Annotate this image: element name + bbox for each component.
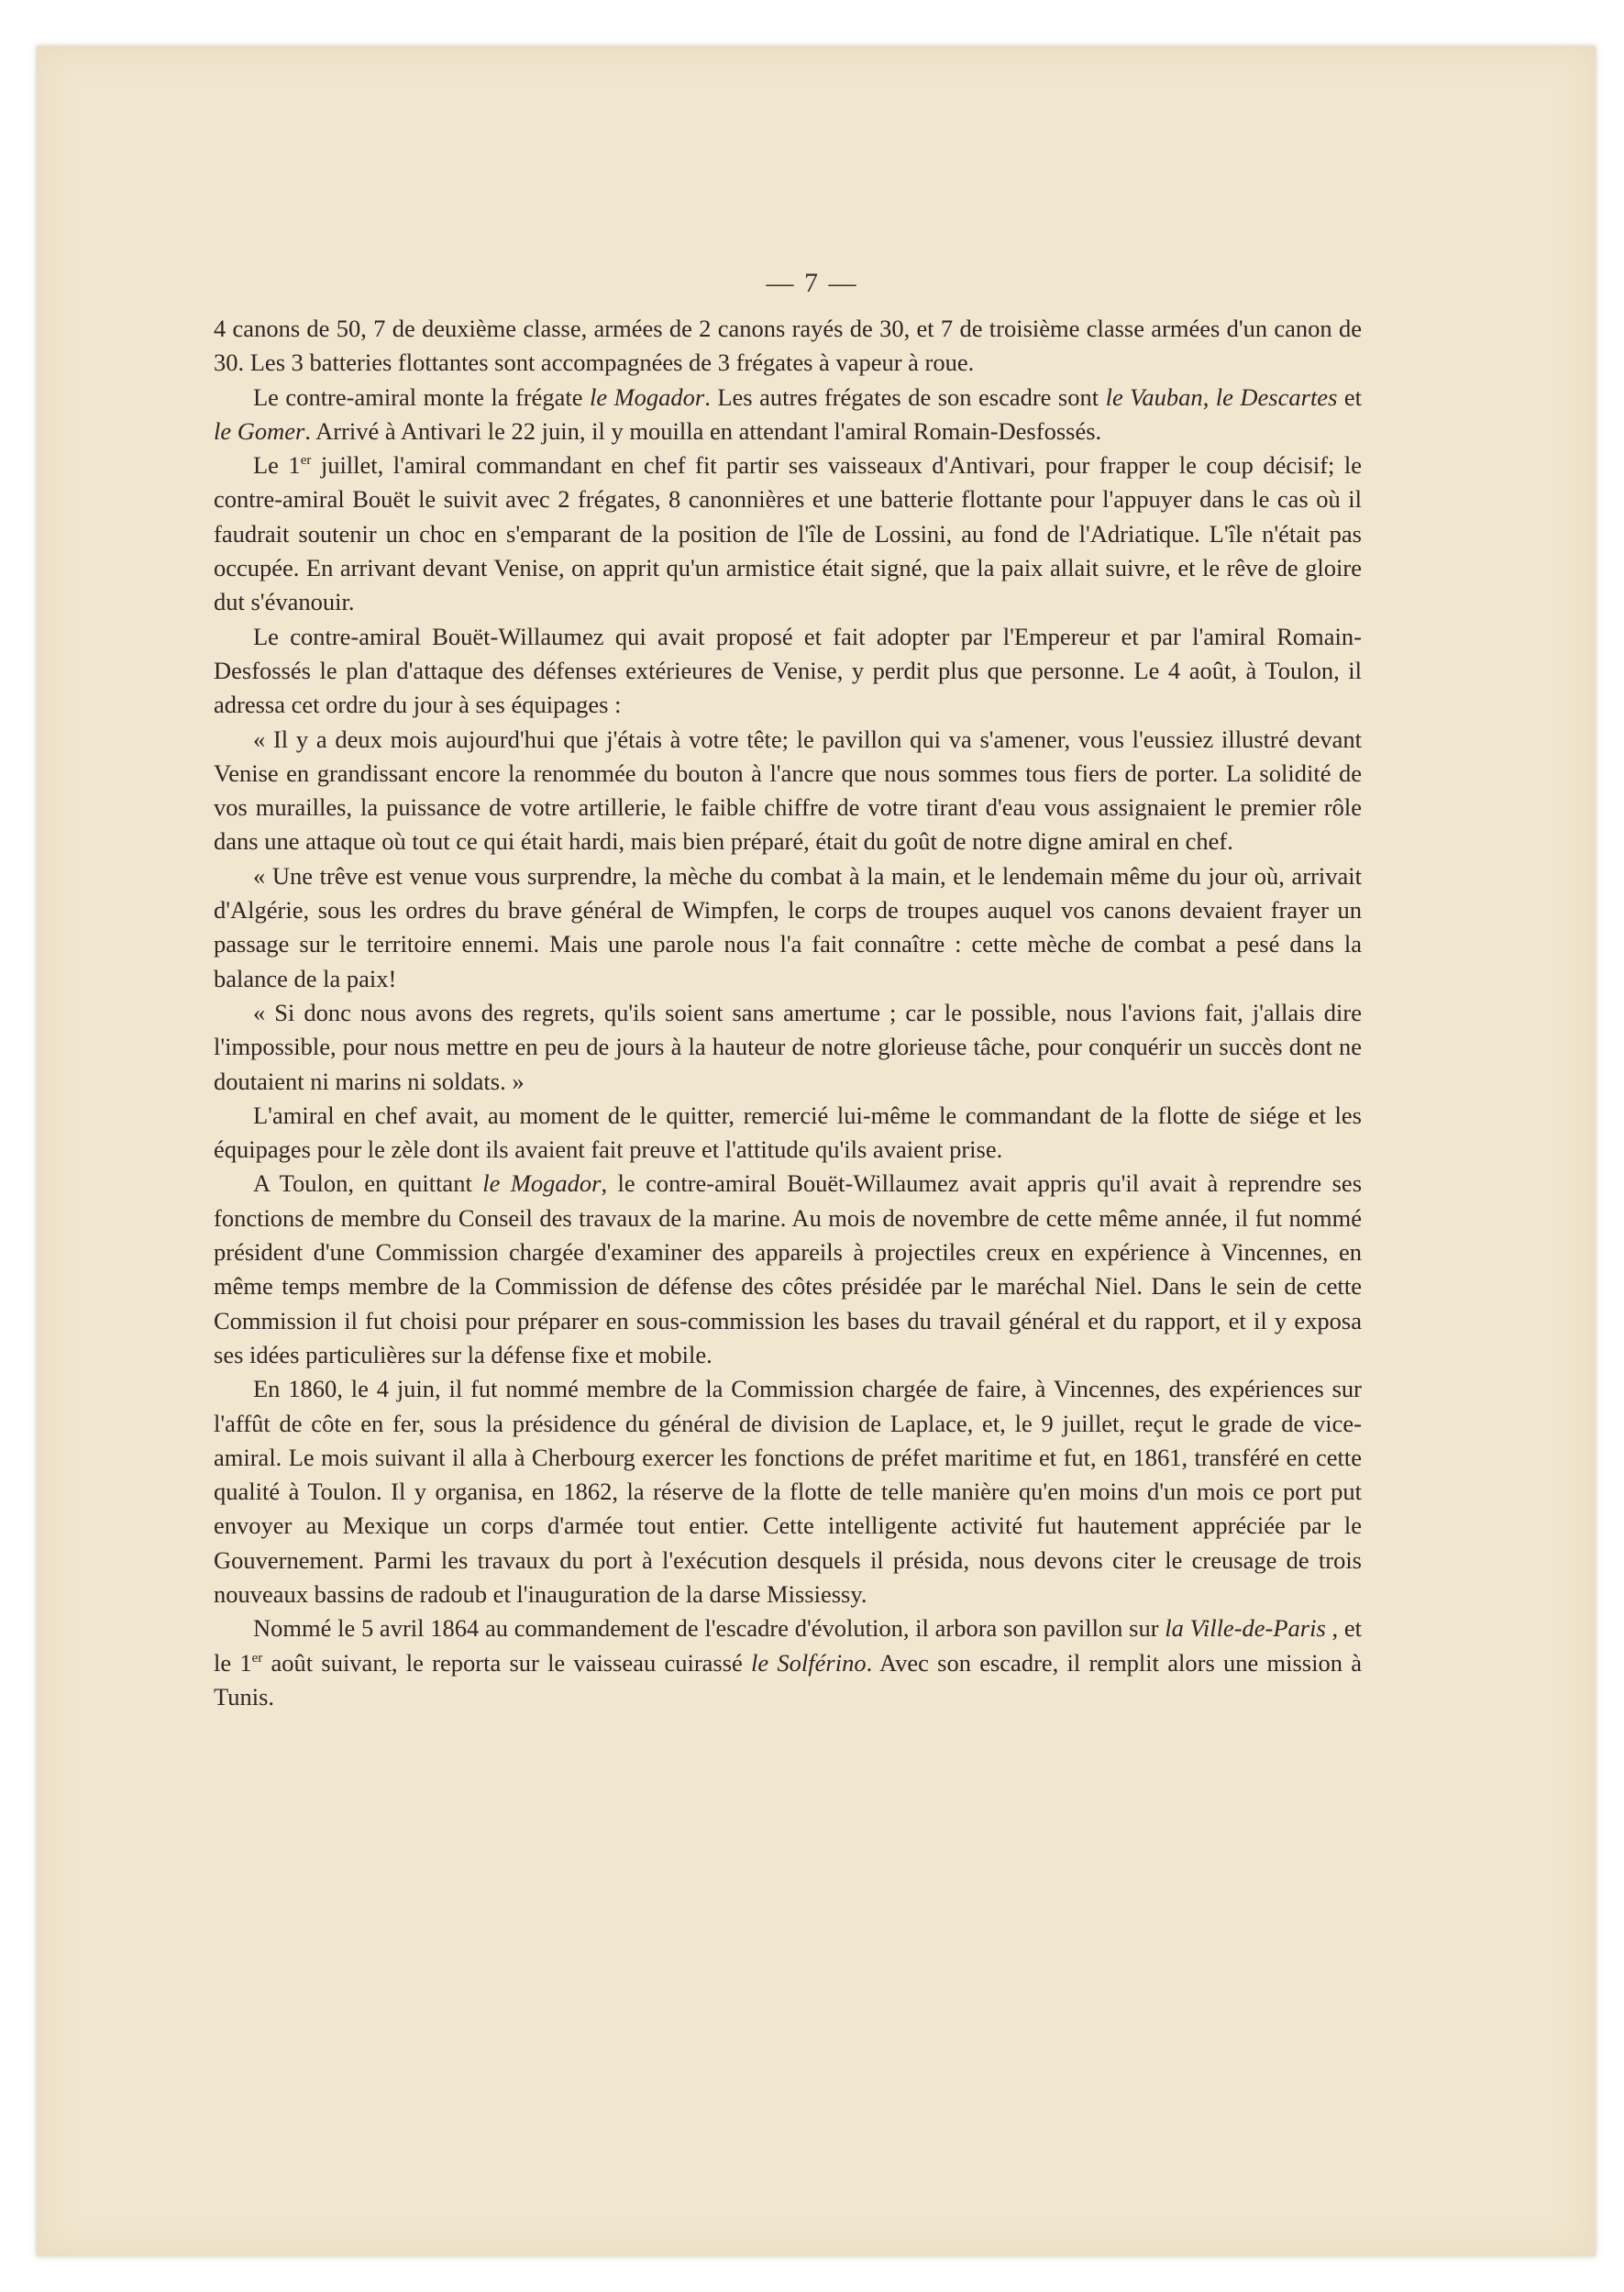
text-run: Le contre-amiral Bouët-Willaumez qui avait proposé et fait adopter par l'Empereur et par l'amiral Romain-Desfossés le plan d'attaque des défenses extérieures de Venise, y perdit plus que personne. Le 4 août, à Toulon, il adressa cet ordre du jour à ses équipages : bbox=[214, 622, 1362, 719]
text-run: Le contre-amiral monte la frégate bbox=[253, 382, 590, 411]
text-run: Nommé le 5 avril 1864 au commandement de l'escadre d'évolution, il arbora son pavillon sur bbox=[253, 1614, 1166, 1643]
text-run: L'amiral en chef avait, au moment de le quitter, remercié lui-même le commandant de la flotte de siége et les équipages pour le zèle dont ils avaient fait preuve et l'attitude qu'ils avaient prise. bbox=[214, 1101, 1362, 1164]
text-run: « Si donc nous avons des regrets, qu'ils soient sans amertume ; car le possible, nous l'avions fait, j'allais dire l'impossible, pour nous mettre en peu de jours à la hauteur de notre glorieuse tâche, pour conquérir un succès dont ne doutaient ni marins ni soldats. » bbox=[214, 998, 1362, 1095]
superscript: er bbox=[251, 1650, 263, 1666]
text-run: . Les autres frégates de son escadre sont bbox=[704, 382, 1106, 411]
italic-title: le Descartes bbox=[1215, 382, 1338, 411]
text-run: . Avec son escadre, il remplit alors une mission à Tunis. bbox=[214, 1648, 1362, 1711]
paragraph bbox=[214, 723, 1362, 859]
text-run: 4 canons de 50, 7 de deuxième classe, armées de 2 canons rayés de 30, et 7 de troisième classe armées d'un canon de 30. Les 3 batteries flottantes sont accompagnées de 3 frégates à vapeur à roue. bbox=[214, 315, 1362, 377]
text-run: juillet, l'amiral commandant en chef fit partir ses vaisseaux d'Antivari, pour frapper le coup décisif; le contre-amiral Bouët le suivit avec 2 frégates, 8 canonnières et une batterie flottante pour l'appuyer dans le cas où il faudrait soutenir un choc en s'emparant de la position de l'île de Lossini, au fond de l'Adriatique. L'île n'était pas occupée. En arrivant devant Venise, on apprit qu'un armistice était signé, que la paix allait suivre, et le rêve de gloire dut s'évanouir. bbox=[214, 451, 1362, 616]
text-run: A Toulon, en quittant bbox=[253, 1169, 483, 1198]
text-run: En 1860, le 4 juin, il fut nommé membre de la Commission chargée de faire, à Vincennes, des expériences sur l'affût de côte en fer, sous la présidence du général de division de Laplace, et, le 9 juillet, reçut le grade de vice-amiral. Le mois suivant il alla à Cherbourg exercer les fonctions de préfet maritime et fut, en 1861, transféré en cette qualité à Toulon. Il y organisa, en 1862, la réserve de la flotte de telle manière qu'en moins d'un mois ce port put envoyer au Mexique un corps d'armée tout entier. Cette intelligente activité fut hautement appréciée par le Gouvernement. Parmi les travaux du port à l'exécution desquels il présida, nous devons citer le creusage de trois nouveaux bassins de radoub et l'inauguration de la darse Missiessy. bbox=[214, 1375, 1362, 1608]
italic-title: le Mogador bbox=[590, 382, 705, 411]
paragraph bbox=[214, 1099, 1362, 1168]
text-run: Le 1 bbox=[253, 451, 301, 480]
paragraph bbox=[214, 1372, 1362, 1611]
italic-title: le Solférino bbox=[751, 1648, 867, 1677]
paragraph bbox=[214, 312, 1362, 381]
italic-title: la Ville-de-Paris bbox=[1165, 1614, 1326, 1643]
text-run: « Une trêve est venue vous surprendre, la mèche du combat à la main, et le lendemain même du jour où, arrivait d'Algérie, sous les ordres du brave général de Wimpfen, le corps de troupes auquel vos canons devaient frayer un passage sur le territoire ennemi. Mais une parole nous l'a fait connaître : cette mèche de combat a pesé dans la balance de la paix! bbox=[214, 861, 1362, 992]
text-run: et bbox=[1337, 382, 1362, 411]
paragraph bbox=[214, 996, 1362, 1099]
page-number: — 7 — bbox=[766, 268, 858, 298]
text-run: , bbox=[1202, 382, 1216, 411]
text-run: . Arrivé à Antivari le 22 juin, il y mouilla en attendant l'amiral Romain-Desfossés. bbox=[304, 416, 1102, 445]
body-text bbox=[214, 312, 1362, 1714]
text-run: « Il y a deux mois aujourd'hui que j'étais à votre tête; le pavillon qui va s'amener, vous l'eussiez illustré devant Venise en grandissant encore la renommée du bouton à l'ancre que nous sommes tous fiers de porter. La solidité de vos murailles, la puissance de votre artillerie, le faible chiffre de votre tirant d'eau vous assignaient le premier rôle dans une attaque où tout ce qui était hardi, mais bien préparé, était du goût de notre digne amiral en chef. bbox=[214, 725, 1362, 856]
paragraph bbox=[214, 859, 1362, 996]
superscript: er bbox=[300, 453, 312, 469]
italic-title: le Mogador bbox=[482, 1169, 602, 1198]
text-run: , le contre-amiral Bouët-Willaumez avait appris qu'il avait à reprendre ses fonctions de membre du Conseil des travaux de la marine. Au mois de novembre de cette même année, il fut nommé président d'une Commission chargée d'examiner des appareils à projectiles creux en expérience à Vincennes, en même temps membre de la Commission de défense des côtes présidée par le maréchal Niel. Dans le sein de cette Commission il fut choisi pour préparer en sous-commission les bases du travail général et du rapport, et il y exposa ses idées particulières sur la défense fixe et mobile. bbox=[214, 1169, 1363, 1368]
italic-title: le Vauban bbox=[1105, 382, 1203, 411]
paragraph bbox=[214, 620, 1362, 723]
text-run: août suivant, le reporta sur le vaisseau cuirassé bbox=[262, 1648, 752, 1677]
text-run: , et le 1 bbox=[214, 1614, 1362, 1677]
italic-title: le Gomer bbox=[214, 416, 305, 445]
paragraph bbox=[214, 448, 1362, 619]
paragraph bbox=[214, 381, 1362, 449]
paragraph bbox=[214, 1167, 1362, 1372]
paragraph bbox=[214, 1611, 1362, 1714]
